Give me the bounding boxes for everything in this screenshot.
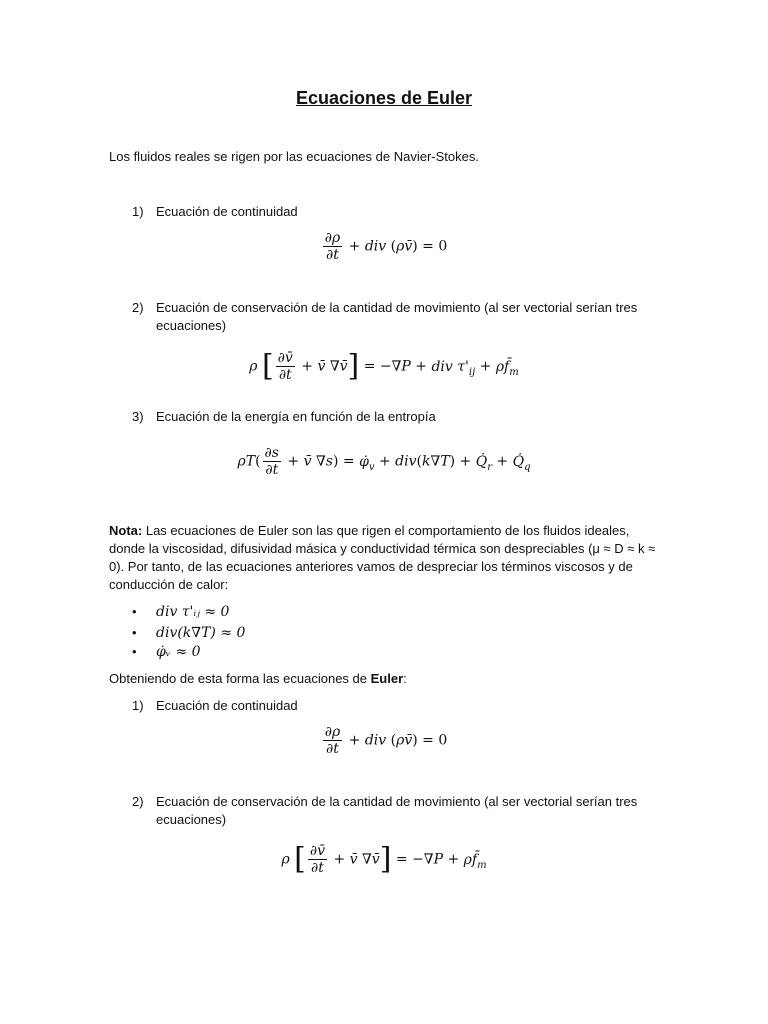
list-number: 2) bbox=[132, 794, 144, 809]
list-text: Ecuación de continuidad bbox=[156, 204, 298, 219]
bullet-icon: • bbox=[132, 625, 137, 640]
equation-momentum-2: ρ [ $\frac{\partial v̄}{\partial t}$ + v̄ ∇v̄] = $-\nabla P + \rho f̄_m$ bbox=[281, 841, 487, 877]
list-text: Ecuación de la energía en función de la entropía bbox=[156, 409, 436, 424]
nota-paragraph bbox=[109, 522, 657, 594]
list-number: 2) bbox=[132, 300, 144, 315]
bullet-text: div(k∇T) ≈ 0 bbox=[156, 625, 246, 641]
bullet-text: div τ'ᵢⱼ ≈ 0 bbox=[156, 604, 230, 620]
obteniendo-end: : bbox=[403, 671, 407, 686]
bullet-text: φ̇ᵥ ≈ 0 bbox=[156, 644, 201, 660]
equation-momentum-1: ρ [ $\frac{\partial v̄}{\partial t}$ + v̄ ∇v̄] = −∇P + div $\tau'_{ij}$ + $\rho f̄_m$ bbox=[249, 348, 519, 384]
list-number: 1) bbox=[132, 698, 144, 713]
equation-energy: ρT( $\frac{\partial s}{\partial t}$ + v̄ $\nabla s) = \varphi̇_v + div(k\nabla T)$ + $Q̇_r$ + $Q̇_q$ bbox=[237, 445, 531, 478]
list-number: 3) bbox=[132, 409, 144, 424]
intro-paragraph: Los fluidos reales se rigen por las ecuaciones de Navier-Stokes. bbox=[109, 149, 479, 164]
euler-bold: Euler bbox=[370, 671, 404, 686]
bullet-icon: • bbox=[132, 644, 137, 659]
list-text: Ecuación de continuidad bbox=[156, 698, 298, 713]
page-title: Ecuaciones de Euler bbox=[295, 88, 473, 108]
nota-text: Las ecuaciones de Euler son las que rigen el comportamiento de los fluidos ideales, donde la viscosidad, difusividad másica y conductividad térmica son despreciables (μ ≈ D ≈ k ≈ 0). Por tanto, de las ecuaciones anteriores vamos de despreciar los términos viscosos y de conducción de calor: bbox=[109, 523, 656, 592]
list-number: 1) bbox=[132, 204, 144, 219]
list-text: Ecuación de conservación de la cantidad de movimiento (al ser vectorial serían tres ecuaciones) bbox=[156, 794, 638, 827]
bullet-icon: • bbox=[132, 604, 137, 619]
obteniendo-text: Obteniendo de esta forma las ecuaciones de bbox=[109, 671, 371, 686]
equation-continuity-1: $\frac{\partial\rho}{\partial t}$ + div (ρv̄) = 0 bbox=[324, 230, 448, 263]
list-text: Ecuación de conservación de la cantidad de movimiento (al ser vectorial serían tres ecuaciones) bbox=[156, 300, 638, 333]
equation-continuity-2: $\frac{\partial\rho}{\partial t}$ + div (ρv̄) = 0 bbox=[324, 724, 448, 757]
nota-label: Nota: bbox=[109, 523, 143, 538]
obteniendo-paragraph bbox=[109, 670, 657, 688]
